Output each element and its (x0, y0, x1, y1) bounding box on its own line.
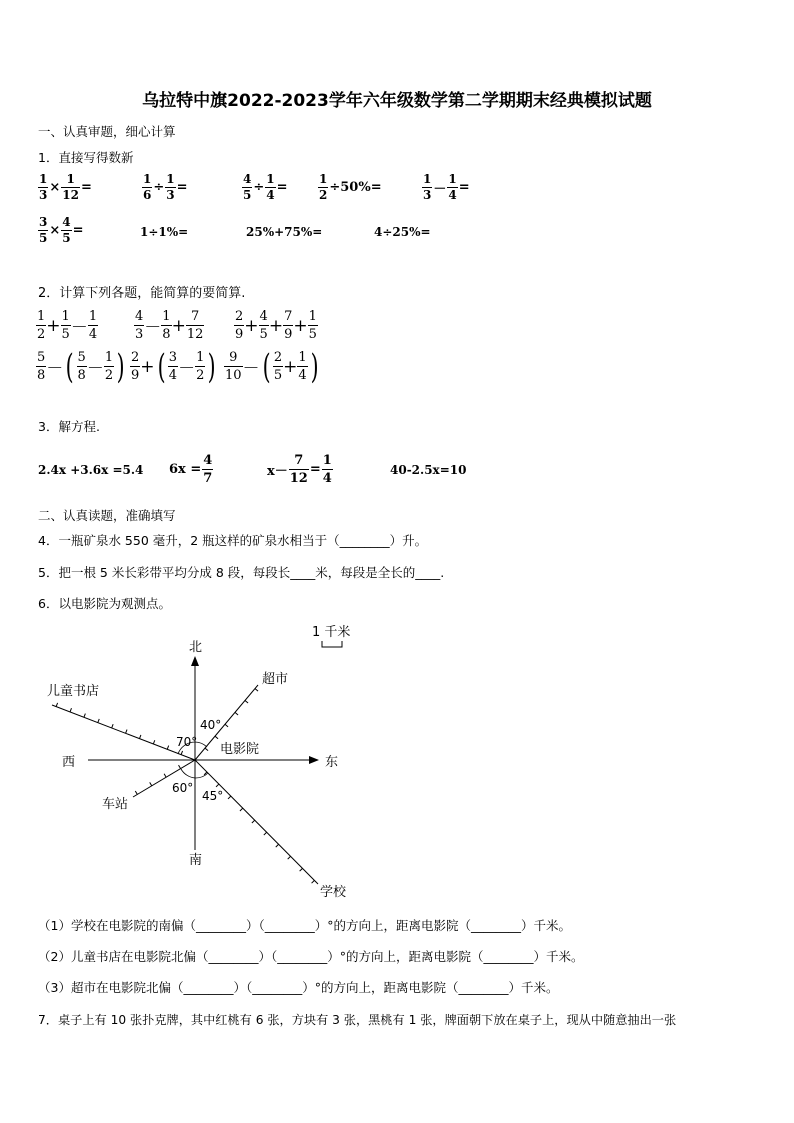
question-6-label: 6．以电影院为观测点。 (38, 596, 171, 611)
ray-tick (150, 782, 152, 785)
q2-expr-2: $\frac{4}{3}$ － $\frac{1}{8}$ + $\frac{7}{12}$ (135, 309, 204, 342)
ray-tick (228, 796, 231, 799)
direction-diagram (0, 615, 794, 905)
q2-expr-1: $\frac{1}{2}$ + $\frac{1}{5}$ － $\frac{1}{4}$ (37, 309, 98, 342)
ray-tick (98, 719, 99, 723)
ray-tick (126, 730, 127, 734)
ray-tick (255, 689, 258, 692)
angle-70-label: 70° (176, 735, 198, 749)
ray-tick (276, 844, 279, 847)
question-6-part-1: （1）学校在电影院的南偏（________）（________）°的方向上，距离电影院（________）千米。 (38, 918, 571, 933)
ray-tick (135, 791, 137, 794)
question-6-part-3: （3）超市在电影院北偏（________）（________）°的方向上，距离电影院（________）千米。 (38, 980, 559, 995)
ray-tick (205, 748, 208, 751)
angle-45-label: 45° (202, 789, 224, 803)
scale-label: 1 千米 (312, 625, 351, 640)
question-2-label: 2．计算下列各题，能简算的要简算. (38, 286, 246, 301)
ray-tick (252, 820, 255, 823)
ray-tick (240, 808, 243, 811)
section-2-heading: 二、认真读题，准确填写 (38, 508, 176, 523)
ray-tick (56, 703, 57, 707)
q3-equation-1: 2.4x +3.6x =5.4 (38, 463, 144, 477)
q1-item-3: $\frac{4}{5}$ ÷ $\frac{1}{4}$ = (243, 172, 288, 202)
q2-expr-3: $\frac{2}{9}$ + $\frac{4}{5}$ + $\frac{7}{9}$ + $\frac{1}{5}$ (235, 309, 317, 342)
q1-item-8: 25%+75%= (246, 225, 323, 239)
question-3-label: 3．解方程. (38, 419, 100, 434)
section-1-heading: 一、认真审题，细心计算 (38, 124, 176, 139)
ray-tick (235, 712, 238, 715)
school-label: 学校 (320, 885, 347, 900)
question-6-part-2: （2）儿童书店在电影院北偏（________）（________）°的方向上，距离电影院（________）千米。 (38, 949, 584, 964)
west-label: 西 (62, 755, 76, 770)
ray-tick (264, 832, 267, 835)
ray-tick (167, 746, 168, 750)
q1-item-6: $\frac{3}{5}$ × $\frac{4}{5}$ = (39, 215, 84, 245)
page-title: 乌拉特中旗2022-2023学年六年级数学第二学期期末经典模拟试题 (142, 91, 652, 111)
bookstore-label: 儿童书店 (47, 684, 100, 699)
ray-tick (139, 735, 140, 739)
ray-tick (216, 784, 219, 787)
q1-item-5: $\frac{1}{3}$ － $\frac{1}{4}$ = (423, 172, 470, 202)
ray-tick (245, 700, 248, 703)
question-4: 4．一瓶矿泉水 550 毫升，2 瓶这样的矿泉水相当于（________）升。 (38, 533, 428, 548)
ray-tick (179, 765, 181, 768)
q1-item-1: $\frac{1}{3}$ × $\frac{1}{12}$ = (39, 172, 92, 202)
question-1-label: 1．直接写得数新 (38, 150, 134, 165)
south-label: 南 (189, 853, 203, 868)
q1-item-2: $\frac{1}{6}$ ÷ $\frac{1}{3}$ = (143, 172, 188, 202)
angle-40-label: 40° (200, 718, 222, 732)
supermarket-label: 超市 (262, 672, 289, 687)
ray-tick (215, 736, 218, 739)
ray-tick (288, 856, 291, 859)
ray-tick (84, 714, 85, 718)
ray-school (195, 760, 318, 884)
q3-equation-3: x－ $\frac{7}{12}$ = $\frac{1}{4}$ (267, 453, 332, 486)
station-label: 车站 (102, 797, 129, 812)
q1-item-7: 1÷1%= (140, 225, 189, 239)
center-label: 电影院 (220, 742, 260, 757)
ray-bookstore (52, 705, 198, 760)
q3-equation-4: 40-2.5x=10 (390, 463, 467, 477)
q2-expr-4: $\frac{5}{8}$ － ( $\frac{5}{8}$ － $\frac{1}{2}$ ) (37, 346, 125, 387)
question-7: 7．桌子上有 10 张扑克牌，其中红桃有 6 张，方块有 3 张，黑桃有 1 张，牌面朝下放在桌子上，现从中随意抽出一张 (38, 1013, 677, 1027)
q1-item-9: 4÷25%= (374, 225, 431, 239)
arc-60 (181, 769, 195, 778)
ray-tick (225, 724, 228, 727)
q3-equation-2: 6x = $\frac{4}{7}$ (169, 453, 213, 486)
ray-tick (300, 868, 303, 871)
ray-tick (153, 740, 154, 744)
ray-tick (164, 774, 166, 777)
ray-tick (112, 724, 113, 728)
angle-60-label: 60° (172, 781, 194, 795)
ray-tick (181, 751, 182, 755)
question-5: 5．把一根 5 米长彩带平均分成 8 段，每段长____米，每段是全长的____. (38, 565, 445, 580)
q2-expr-5: $\frac{2}{9}$ + ( $\frac{3}{4}$ － $\frac{1}{2}$ ) (131, 346, 216, 387)
ray-tick (70, 708, 71, 712)
north-label: 北 (189, 640, 203, 655)
q1-item-4: $\frac{1}{2}$ ÷50%= (319, 172, 382, 202)
q2-expr-6: $\frac{9}{10}$ － ( $\frac{2}{5}$ + $\frac{1}{4}$ ) (225, 346, 319, 387)
arc-45 (195, 773, 208, 778)
scale-bar (322, 641, 342, 647)
ray-tick (312, 880, 315, 883)
east-label: 东 (325, 755, 339, 770)
